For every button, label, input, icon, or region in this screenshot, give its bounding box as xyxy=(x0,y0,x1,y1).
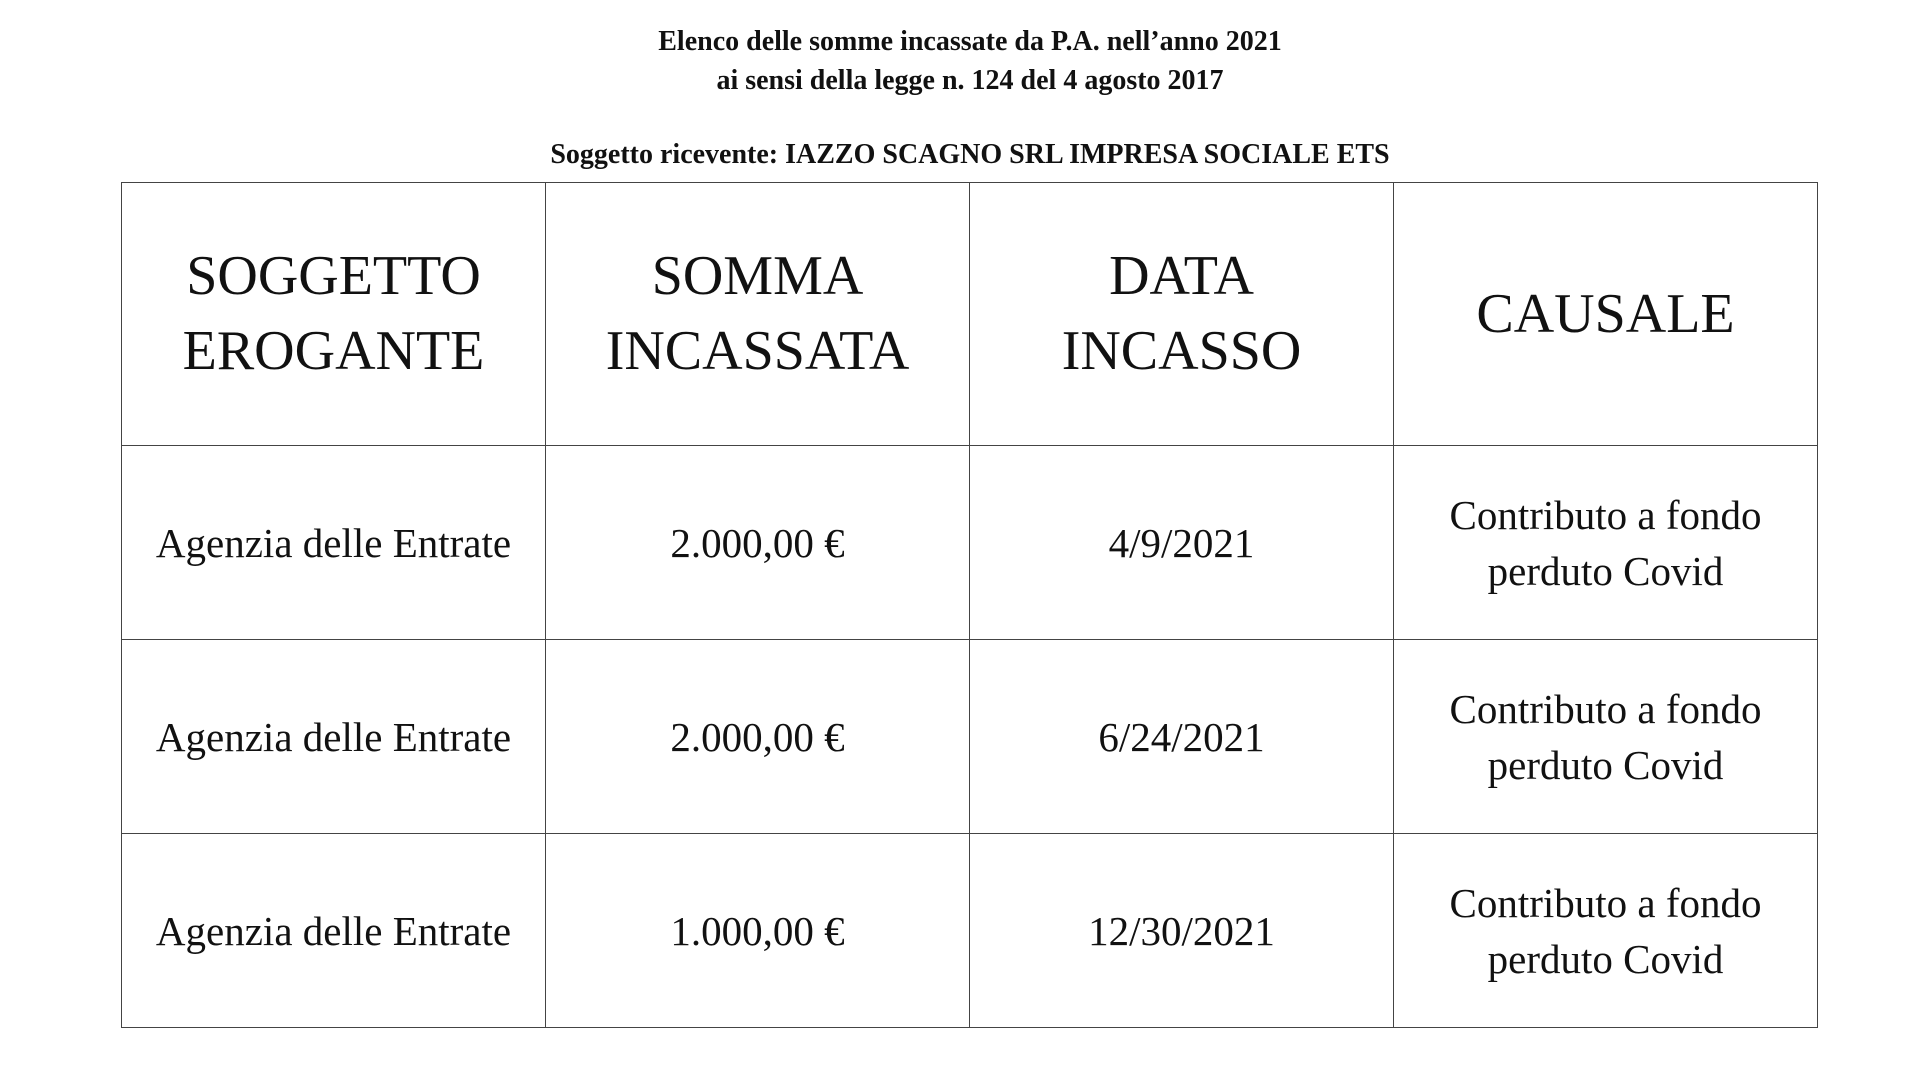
header-somma-line-2: INCASSATA xyxy=(605,320,910,382)
causale-line-2: perduto Covid xyxy=(1487,741,1724,788)
header-soggetto-line-2: EROGANTE xyxy=(182,320,485,382)
cell-somma: 1.000,00 € xyxy=(546,834,970,1028)
header-somma-line-1: SOMMA xyxy=(651,245,864,307)
causale-line-1: Contributo a fondo xyxy=(1449,879,1762,926)
header-soggetto-erogante xyxy=(122,183,546,446)
header-causale xyxy=(1394,183,1818,446)
causale-line-1: Contributo a fondo xyxy=(1449,491,1762,538)
cell-data: 4/9/2021 xyxy=(970,446,1394,640)
grants-table xyxy=(121,182,1818,1028)
table-row xyxy=(122,640,1818,834)
document-title xyxy=(0,22,1920,100)
header-somma-incassata xyxy=(546,183,970,446)
header-data-line-1: DATA xyxy=(1109,245,1254,307)
cell-somma: 2.000,00 € xyxy=(546,446,970,640)
table-row xyxy=(122,446,1818,640)
title-line-1: Elenco delle somme incassate da P.A. nell’anno 2021 xyxy=(658,26,1282,57)
header-soggetto-line-1: SOGGETTO xyxy=(186,245,481,307)
header-row xyxy=(122,183,1818,446)
header-data-incasso xyxy=(970,183,1394,446)
table-body xyxy=(122,446,1818,1028)
causale-line-1: Contributo a fondo xyxy=(1449,685,1762,732)
header-causale-line-1: CAUSALE xyxy=(1476,282,1735,345)
cell-soggetto: Agenzia delle Entrate xyxy=(122,834,546,1028)
causale-line-2: perduto Covid xyxy=(1487,935,1724,982)
cell-data: 12/30/2021 xyxy=(970,834,1394,1028)
cell-causale xyxy=(1394,640,1818,834)
cell-data: 6/24/2021 xyxy=(970,640,1394,834)
header-data-line-2: INCASSO xyxy=(1061,320,1302,382)
cell-soggetto: Agenzia delle Entrate xyxy=(122,640,546,834)
recipient-label: Soggetto ricevente: IAZZO SCAGNO SRL IMPRESA SOCIALE ETS xyxy=(550,139,1390,170)
title-line-2: ai sensi della legge n. 124 del 4 agosto 2017 xyxy=(716,65,1224,96)
cell-somma: 2.000,00 € xyxy=(546,640,970,834)
cell-causale xyxy=(1394,834,1818,1028)
causale-line-2: perduto Covid xyxy=(1487,547,1724,594)
table-header xyxy=(122,183,1818,446)
cell-soggetto: Agenzia delle Entrate xyxy=(122,446,546,640)
cell-causale xyxy=(1394,446,1818,640)
table-row xyxy=(122,834,1818,1028)
